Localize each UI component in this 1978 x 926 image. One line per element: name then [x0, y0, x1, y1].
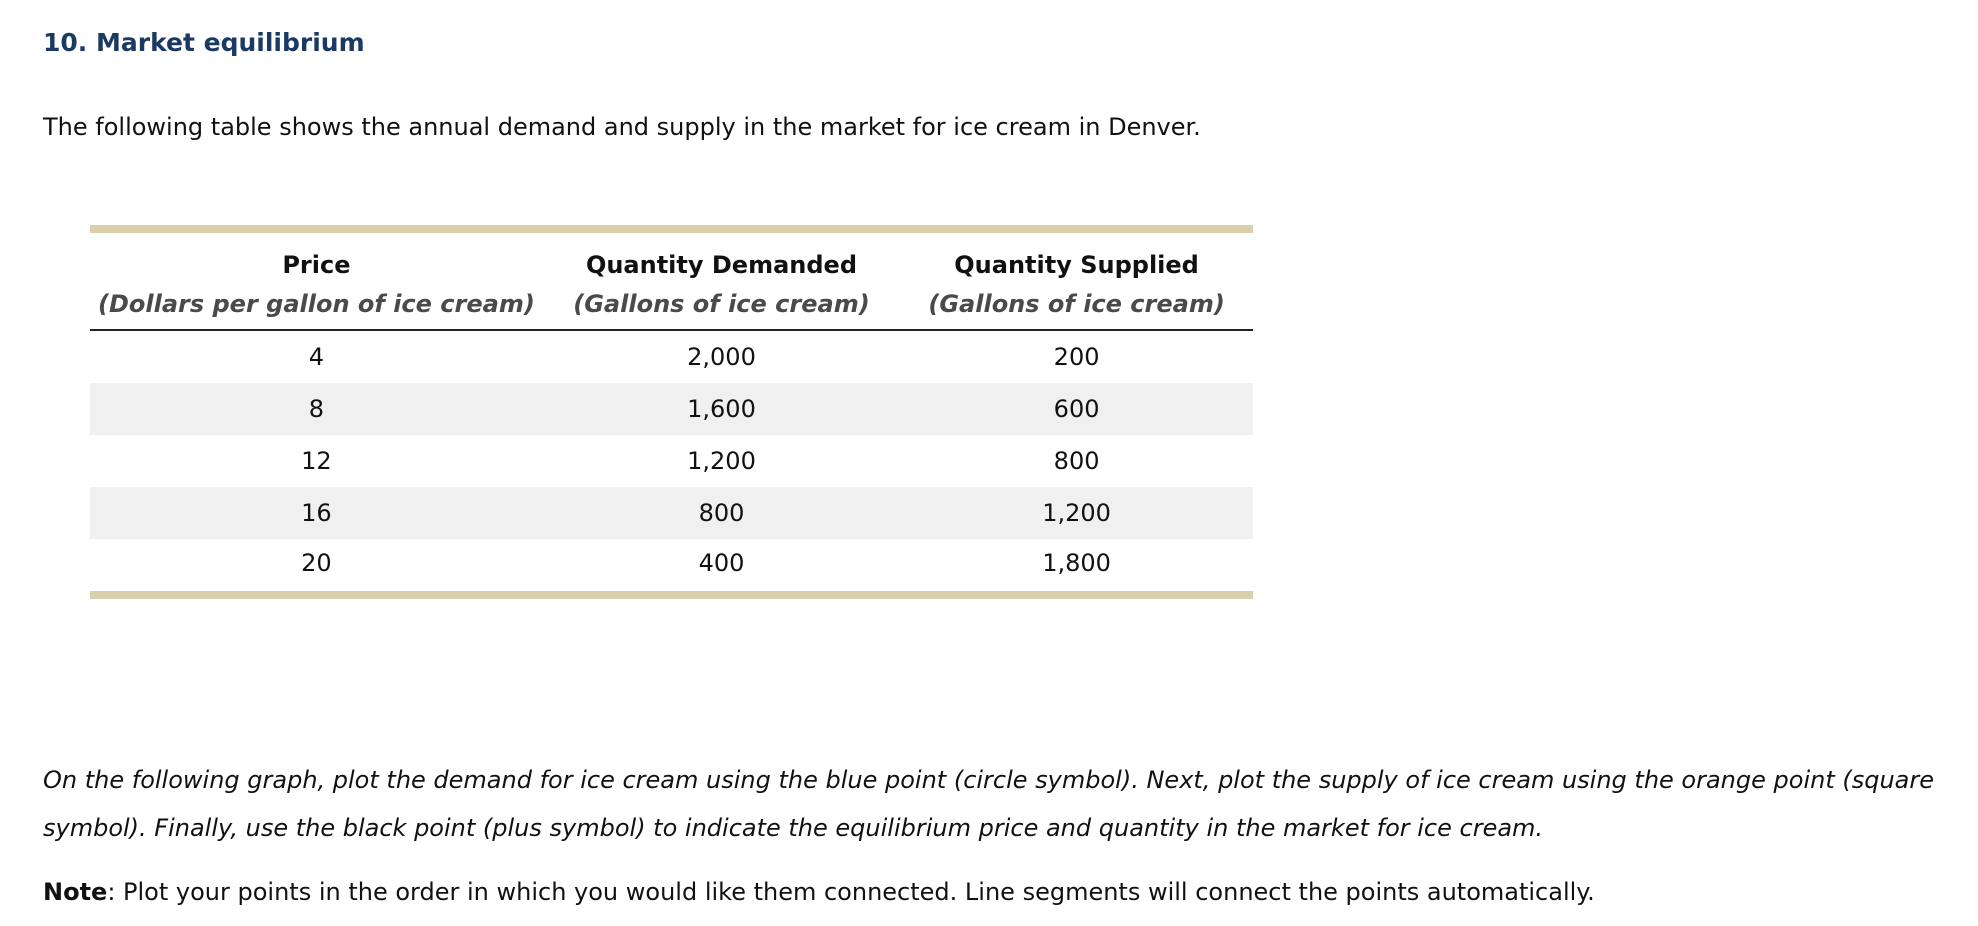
- header-unit-row: [90, 279, 1253, 330]
- table-row: [90, 435, 1253, 487]
- cell-price: 20: [301, 549, 332, 577]
- table-body: [90, 330, 1253, 595]
- header-price-unit: (Dollars per gallon of ice cream): [90, 279, 543, 330]
- header-price: Price: [282, 251, 351, 279]
- table-row: [90, 330, 1253, 383]
- cell-quantity-supplied: 1,800: [1042, 549, 1111, 577]
- note-label: Note: [43, 878, 108, 906]
- cell-price: 4: [308, 343, 325, 371]
- header-label-row: [90, 229, 1253, 279]
- cell-quantity-demanded: 2,000: [687, 343, 756, 371]
- cell-price: 12: [301, 447, 332, 475]
- note: [43, 878, 1595, 906]
- header-quantity-demanded-unit: (Gallons of ice cream): [543, 279, 900, 330]
- supply-demand-table: [90, 225, 1253, 599]
- header-quantity-supplied-unit: (Gallons of ice cream): [900, 279, 1253, 330]
- table-row: [90, 383, 1253, 435]
- cell-price: 16: [90, 487, 543, 539]
- question-title: 10. Market equilibrium: [43, 28, 365, 57]
- cell-quantity-demanded: 1,200: [687, 447, 756, 475]
- graph-instructions: On the following graph, plot the demand for ice cream using the blue point (circle symbol). Next, plot the supply of ice cream using the orange point (square symbol). Finally, use the black point (plus symbol) to indicate the equilibrium price and quantity in the market for ice cream.: [43, 766, 1935, 842]
- note-text: : Plot your points in the order in which you would like them connected. Line segments will connect the points automatically.: [107, 878, 1595, 906]
- cell-quantity-supplied: 200: [1053, 343, 1100, 371]
- table-row: [90, 487, 1253, 539]
- header-quantity-supplied: Quantity Supplied: [954, 251, 1199, 279]
- table-header: [90, 229, 1253, 330]
- cell-quantity-supplied: 600: [900, 383, 1253, 435]
- cell-quantity-demanded: 400: [698, 549, 745, 577]
- table-row: [90, 539, 1253, 595]
- cell-quantity-supplied: 1,200: [900, 487, 1253, 539]
- supply-demand-table-container: [90, 225, 1253, 599]
- cell-quantity-supplied: 800: [1053, 447, 1100, 475]
- intro-text: The following table shows the annual demand and supply in the market for ice cream in Denver.: [43, 113, 1201, 141]
- cell-quantity-demanded: 800: [543, 487, 900, 539]
- header-quantity-demanded: Quantity Demanded: [585, 251, 858, 279]
- cell-quantity-demanded: 1,600: [543, 383, 900, 435]
- cell-price: 8: [90, 383, 543, 435]
